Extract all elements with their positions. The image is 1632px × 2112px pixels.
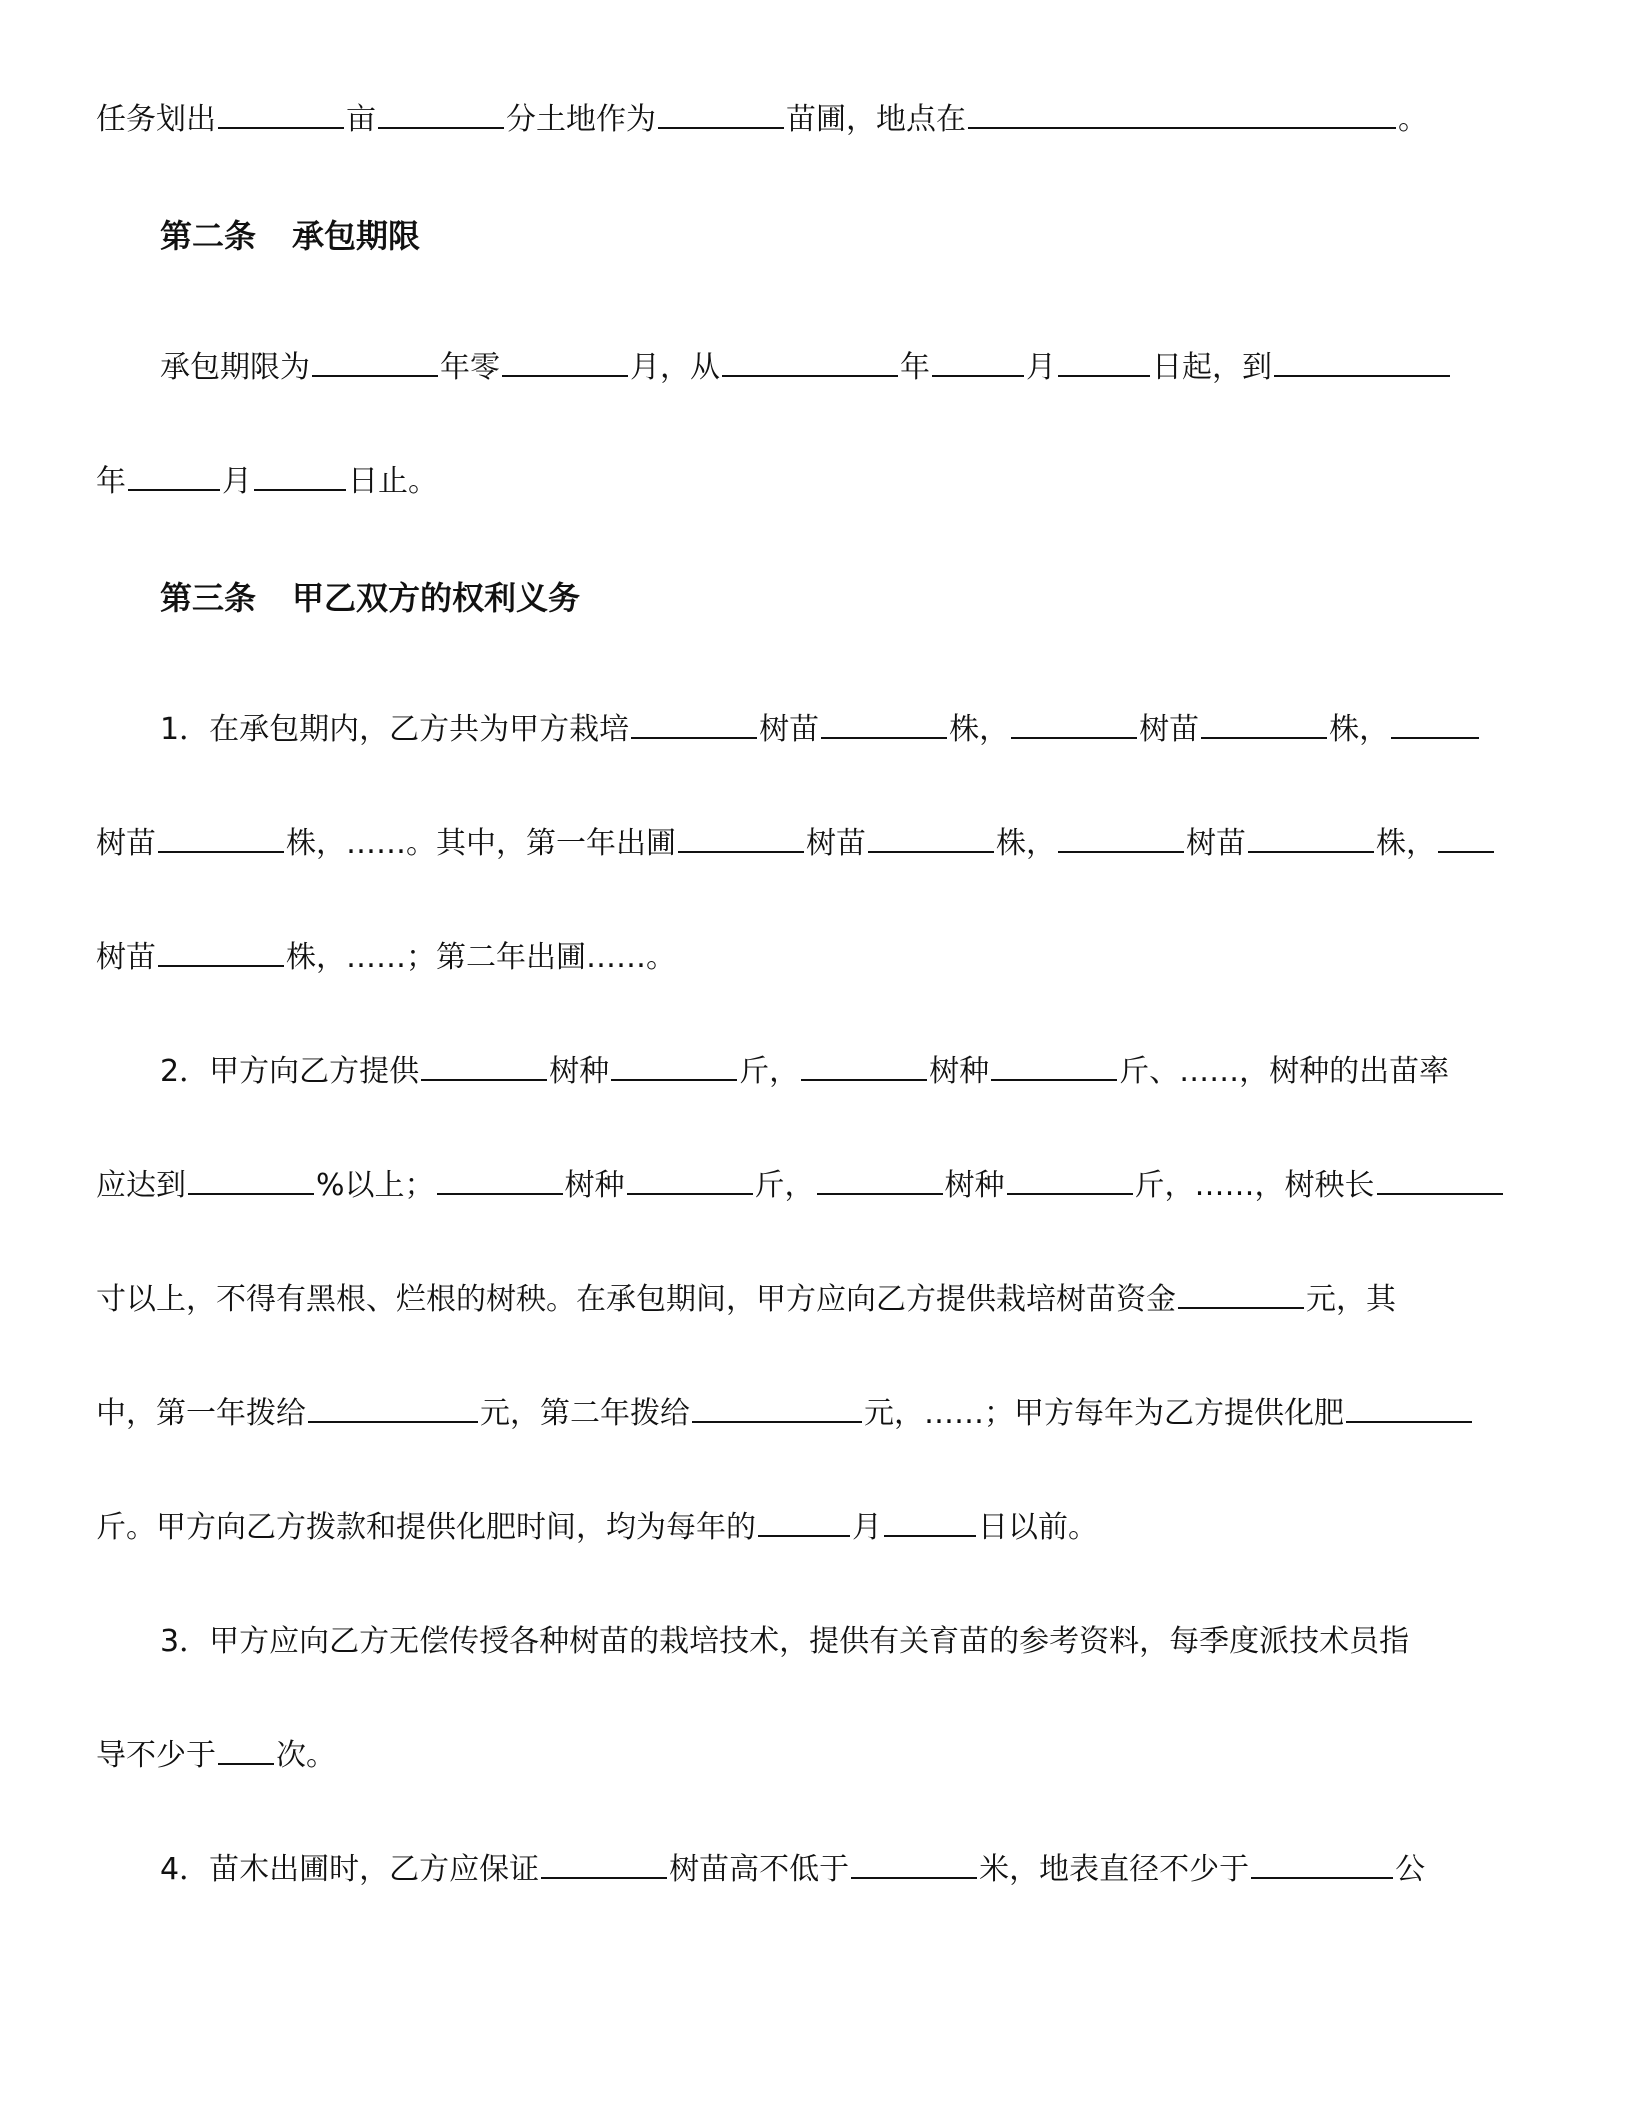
text-segment: 株， <box>996 826 1056 861</box>
text-segment: 树苗 <box>96 940 156 975</box>
text-segment: 株， <box>1376 826 1436 861</box>
term-months-blank[interactable] <box>502 347 628 377</box>
section-heading-rights <box>160 570 1536 626</box>
text-segment: %以上； <box>316 1168 435 1203</box>
land-allocation-line <box>96 92 1536 148</box>
clause-2-line-3 <box>96 1272 1536 1328</box>
text-segment: 斤，……，树秧长 <box>1134 1168 1375 1203</box>
seedling-type-blank[interactable] <box>1011 709 1137 739</box>
clause-2-line-5 <box>96 1500 1536 1556</box>
end-month-blank[interactable] <box>128 461 220 491</box>
text-segment: 导不少于 <box>96 1738 216 1773</box>
article-title: 承包期限 <box>292 217 421 255</box>
text-segment: 应达到 <box>96 1168 186 1203</box>
seed-type-blank[interactable] <box>801 1051 927 1081</box>
clause-1-line-2 <box>96 816 1536 872</box>
deadline-day-blank[interactable] <box>884 1507 976 1537</box>
article-number: 第三条 <box>160 579 257 617</box>
text-segment: 中，第一年拨给 <box>96 1396 306 1431</box>
text-segment: 日以前。 <box>978 1510 1098 1545</box>
seedling-count-blank[interactable] <box>1248 823 1374 853</box>
clause-3-line-1 <box>160 1614 1536 1670</box>
text-segment: 1．在承包期内，乙方共为甲方栽培 <box>160 712 630 747</box>
seed-weight-blank[interactable] <box>611 1051 737 1081</box>
text-segment: 日起，到 <box>1152 350 1272 385</box>
text-segment: 树苗 <box>759 712 820 747</box>
text-segment: 分土地作为 <box>506 102 656 137</box>
text-segment: 苗圃，地点在 <box>786 102 966 137</box>
start-month-blank[interactable] <box>932 347 1024 377</box>
start-day-blank[interactable] <box>1058 347 1150 377</box>
seedling-count-blank[interactable] <box>1201 709 1327 739</box>
text-segment: 株，……；第二年出圃……。 <box>286 940 676 975</box>
text-segment: 亩 <box>346 102 376 137</box>
article-number: 第二条 <box>160 217 257 255</box>
seedling-type-blank[interactable] <box>1058 823 1184 853</box>
text-segment: 。 <box>1398 102 1428 137</box>
text-segment: 株， <box>1329 712 1390 747</box>
text-segment: 元，第二年拨给 <box>480 1396 690 1431</box>
text-segment: 月 <box>852 1510 882 1545</box>
clause-2-line-1 <box>160 1044 1536 1100</box>
text-segment: 树苗 <box>806 826 866 861</box>
text-segment: 月，从 <box>630 350 720 385</box>
text-segment: 月 <box>1026 350 1056 385</box>
clause-2-line-4 <box>96 1386 1536 1442</box>
seedling-type-blank[interactable] <box>1391 709 1479 739</box>
text-segment: 年 <box>900 350 930 385</box>
text-segment: 寸以上，不得有黑根、烂根的树秧。在承包期间，甲方应向乙方提供栽培树苗资金 <box>96 1282 1176 1317</box>
text-segment: 年零 <box>440 350 500 385</box>
text-segment: 斤、……，树种的出苗率 <box>1119 1054 1450 1089</box>
nursery-type-blank[interactable] <box>658 99 784 129</box>
text-segment: 斤， <box>754 1168 815 1203</box>
seedling-count-blank[interactable] <box>158 937 284 967</box>
text-segment: 元，……；甲方每年为乙方提供化肥 <box>864 1396 1344 1431</box>
clause-1-line-1 <box>160 702 1536 758</box>
deadline-month-blank[interactable] <box>758 1507 850 1537</box>
fraction-blank[interactable] <box>378 99 504 129</box>
seed-weight-blank[interactable] <box>1007 1165 1133 1195</box>
year-1-funding-blank[interactable] <box>308 1393 478 1423</box>
text-segment: 树种 <box>564 1168 625 1203</box>
text-segment: 次。 <box>276 1738 336 1773</box>
text-segment: 日止。 <box>348 464 438 499</box>
term-line <box>160 340 1536 396</box>
text-segment: 2．甲方向乙方提供 <box>160 1054 420 1089</box>
seed-type-blank[interactable] <box>421 1051 547 1081</box>
text-segment: 3．甲方应向乙方无偿传授各种树苗的栽培技术，提供有关育苗的参考资料，每季度派技术员指 <box>160 1624 1410 1659</box>
seedling-count-blank[interactable] <box>821 709 947 739</box>
text-segment: 斤， <box>739 1054 800 1089</box>
text-segment: 株， <box>949 712 1010 747</box>
term-years-blank[interactable] <box>312 347 438 377</box>
text-segment: 年 <box>96 464 126 499</box>
clause-4-line-1 <box>160 1842 1536 1898</box>
text-segment: 承包期限为 <box>160 350 310 385</box>
year-2-funding-blank[interactable] <box>692 1393 862 1423</box>
funding-total-blank[interactable] <box>1178 1279 1304 1309</box>
text-segment: 树苗 <box>1186 826 1246 861</box>
end-day-blank[interactable] <box>254 461 346 491</box>
text-segment: 斤。甲方向乙方拨款和提供化肥时间，均为每年的 <box>96 1510 756 1545</box>
text-segment: 树种 <box>944 1168 1005 1203</box>
seedling-count-blank[interactable] <box>158 823 284 853</box>
article-title: 甲乙双方的权利义务 <box>292 579 581 617</box>
section-heading-term <box>160 208 1536 264</box>
start-year-blank[interactable] <box>722 347 898 377</box>
term-end-line <box>96 454 1536 510</box>
seedling-type-blank[interactable] <box>1438 823 1494 853</box>
seedling-type-blank[interactable] <box>631 709 757 739</box>
clause-2-line-2 <box>96 1158 1536 1214</box>
text-segment: 树种 <box>929 1054 990 1089</box>
min-diameter-blank[interactable] <box>1251 1849 1393 1879</box>
text-segment: 树苗 <box>96 826 156 861</box>
seedling-type-blank[interactable] <box>541 1849 667 1879</box>
text-segment: 元，其 <box>1306 1282 1396 1317</box>
seedling-type-blank[interactable] <box>678 823 804 853</box>
seed-weight-blank[interactable] <box>627 1165 753 1195</box>
seed-type-blank[interactable] <box>437 1165 563 1195</box>
visit-count-blank[interactable] <box>218 1735 274 1765</box>
sapling-length-blank[interactable] <box>1377 1165 1503 1195</box>
text-segment: 公 <box>1395 1852 1426 1887</box>
clause-1-line-3 <box>96 930 1536 986</box>
text-segment: 任务划出 <box>96 102 216 137</box>
text-segment: 树苗 <box>1139 712 1200 747</box>
text-segment: 月 <box>222 464 252 499</box>
germination-rate-blank[interactable] <box>188 1165 314 1195</box>
acreage-blank[interactable] <box>218 99 344 129</box>
fertilizer-amount-blank[interactable] <box>1346 1393 1472 1423</box>
text-segment: 4．苗木出圃时，乙方应保证 <box>160 1852 540 1887</box>
text-segment: 株，……。其中，第一年出圃 <box>286 826 676 861</box>
end-year-blank[interactable] <box>1274 347 1450 377</box>
text-segment: 米，地表直径不少于 <box>979 1852 1250 1887</box>
location-blank[interactable] <box>968 99 1396 129</box>
seedling-count-blank[interactable] <box>868 823 994 853</box>
clause-3-line-2 <box>96 1728 1536 1784</box>
seed-weight-blank[interactable] <box>991 1051 1117 1081</box>
min-height-blank[interactable] <box>851 1849 977 1879</box>
text-segment: 树种 <box>549 1054 610 1089</box>
seed-type-blank[interactable] <box>817 1165 943 1195</box>
text-segment: 树苗高不低于 <box>669 1852 850 1887</box>
